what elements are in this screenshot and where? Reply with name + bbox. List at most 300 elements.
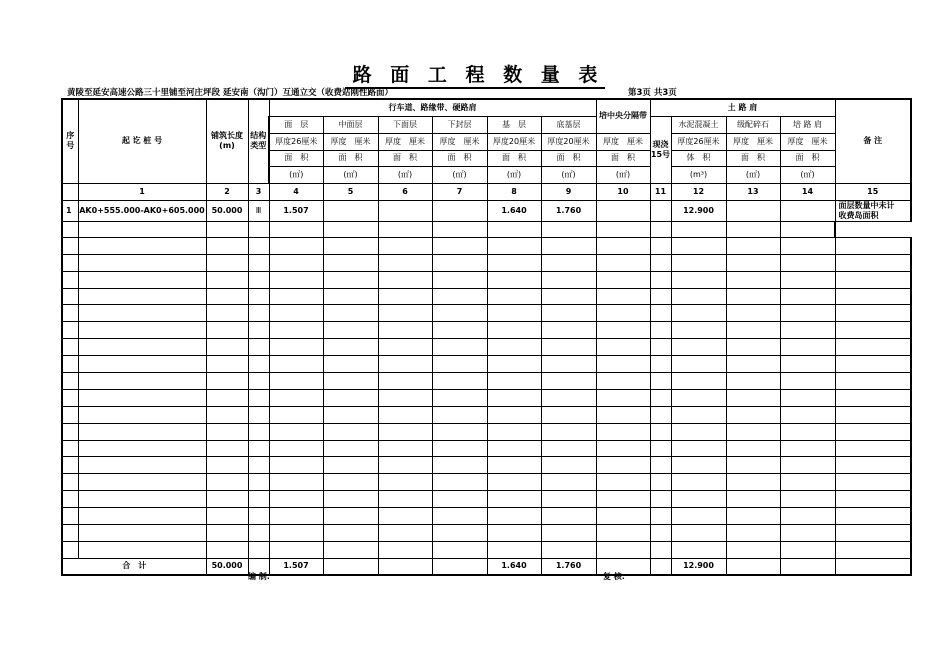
empty-cell	[432, 507, 487, 524]
empty-cell	[671, 507, 726, 524]
empty-cell	[206, 389, 248, 406]
empty-cell	[62, 440, 78, 456]
table-row	[62, 288, 911, 304]
empty-cell	[780, 473, 835, 490]
empty-cell	[835, 524, 911, 541]
empty-cell	[378, 507, 432, 524]
colnum-15: 15	[835, 183, 911, 200]
empty-cell	[323, 288, 378, 304]
empty-cell	[248, 338, 269, 355]
empty-cell	[780, 490, 835, 507]
empty-cell	[596, 423, 650, 440]
empty-cell	[671, 304, 726, 321]
empty-cell	[596, 524, 650, 541]
measure-c10: 面 积	[596, 150, 650, 166]
empty-cell	[206, 288, 248, 304]
empty-cell	[248, 271, 269, 288]
empty-cell	[780, 237, 835, 254]
empty-cell	[323, 456, 378, 473]
empty-cell	[650, 389, 671, 406]
empty-cell	[432, 541, 487, 558]
page-info: 第3页 共3页	[628, 88, 677, 98]
header-length: 铺筑长度(m)	[206, 99, 248, 183]
empty-cell	[726, 423, 780, 440]
empty-cell	[269, 271, 323, 288]
empty-cell	[780, 423, 835, 440]
header-group-shoulder: 土 路 肩	[650, 99, 835, 116]
empty-cell	[206, 423, 248, 440]
colnum-7: 7	[432, 183, 487, 200]
empty-cell	[541, 541, 596, 558]
empty-cell	[206, 440, 248, 456]
row1-c14	[780, 200, 835, 221]
empty-cell	[650, 237, 671, 254]
empty-cell	[78, 524, 206, 541]
row1-c5	[323, 200, 378, 221]
empty-cell	[541, 338, 596, 355]
unit-c12: (m³)	[671, 166, 726, 183]
empty-cell	[780, 389, 835, 406]
empty-cell	[726, 355, 780, 372]
empty-cell	[835, 271, 911, 288]
empty-cell	[650, 288, 671, 304]
layer-subbase: 底基层	[541, 116, 596, 133]
empty-cell	[671, 372, 726, 389]
empty-cell	[269, 389, 323, 406]
empty-cell	[62, 304, 78, 321]
empty-cell	[62, 355, 78, 372]
empty-cell	[487, 304, 541, 321]
table-row	[62, 423, 911, 440]
measure-c8: 面 积	[487, 150, 541, 166]
table-row	[62, 440, 911, 456]
layer-surface: 面 层	[269, 116, 323, 133]
empty-cell	[206, 524, 248, 541]
empty-cell	[596, 490, 650, 507]
empty-cell	[269, 524, 323, 541]
empty-cell	[248, 221, 269, 237]
empty-cell	[726, 490, 780, 507]
empty-cell	[269, 288, 323, 304]
empty-cell	[378, 456, 432, 473]
measure-c12: 体 积	[671, 150, 726, 166]
empty-cell	[206, 372, 248, 389]
header-remarks: 备 注	[835, 99, 911, 183]
empty-cell	[269, 456, 323, 473]
empty-cell	[835, 490, 911, 507]
remark-line-2: 收费岛面积	[838, 210, 879, 220]
empty-cell	[78, 254, 206, 271]
empty-cell	[269, 406, 323, 423]
unit-c4: (㎡)	[269, 166, 323, 183]
empty-cell	[62, 406, 78, 423]
empty-cell	[78, 288, 206, 304]
empty-cell	[269, 338, 323, 355]
empty-cell	[432, 473, 487, 490]
row1-station: AK0+555.000-AK0+605.000	[78, 200, 206, 221]
header-struct: 结构类型	[248, 99, 269, 183]
thickness-c13: 厚度 厘米	[726, 133, 780, 150]
table-row	[62, 389, 911, 406]
empty-cell	[780, 221, 835, 237]
thickness-c14: 厚度 厘米	[780, 133, 835, 150]
empty-cell	[248, 321, 269, 338]
empty-cell	[726, 507, 780, 524]
empty-cell	[596, 288, 650, 304]
empty-cell	[726, 304, 780, 321]
empty-cell	[780, 456, 835, 473]
empty-cell	[726, 288, 780, 304]
empty-cell	[541, 321, 596, 338]
empty-cell	[780, 304, 835, 321]
empty-cell	[323, 490, 378, 507]
empty-cell	[78, 355, 206, 372]
empty-cell	[248, 304, 269, 321]
colnum-6: 6	[378, 183, 432, 200]
project-subtitle: 黄陵至延安高速公路三十里铺至河庄坪段 延安南（沟门）互通立交（收费站刚性路面）	[67, 88, 393, 98]
colnum-2: 2	[206, 183, 248, 200]
empty-cell	[726, 406, 780, 423]
empty-cell	[269, 372, 323, 389]
row1-c8: 1.640	[487, 200, 541, 221]
table-row	[62, 372, 911, 389]
empty-cell	[835, 406, 911, 423]
empty-cell	[269, 237, 323, 254]
unit-c9: (㎡)	[541, 166, 596, 183]
empty-cell	[780, 507, 835, 524]
total-c8: 1.640	[487, 558, 541, 575]
empty-cell	[269, 507, 323, 524]
reviewed-by-label: 复 核:	[603, 572, 625, 581]
empty-cell	[248, 254, 269, 271]
unit-c14: (㎡)	[780, 166, 835, 183]
empty-cell	[323, 524, 378, 541]
row1-c11	[650, 200, 671, 221]
empty-cell	[378, 541, 432, 558]
table-row	[62, 541, 911, 558]
empty-cell	[323, 221, 378, 237]
row1-c9: 1.760	[541, 200, 596, 221]
empty-cell	[206, 473, 248, 490]
empty-cell	[269, 440, 323, 456]
empty-cell	[650, 507, 671, 524]
empty-cell	[206, 406, 248, 423]
empty-cell	[541, 389, 596, 406]
thickness-c8: 厚度20厘米	[487, 133, 541, 150]
empty-cell	[269, 541, 323, 558]
thickness-c6: 厚度 厘米	[378, 133, 432, 150]
empty-cell	[378, 423, 432, 440]
empty-cell	[432, 490, 487, 507]
empty-cell	[650, 338, 671, 355]
total-label: 合 计	[62, 558, 206, 575]
empty-cell	[248, 490, 269, 507]
empty-cell	[432, 389, 487, 406]
empty-cell	[378, 338, 432, 355]
empty-cell	[835, 372, 911, 389]
empty-cell	[206, 254, 248, 271]
empty-cell	[269, 473, 323, 490]
empty-cell	[726, 321, 780, 338]
table-row	[62, 406, 911, 423]
empty-cell	[432, 423, 487, 440]
empty-cell	[541, 456, 596, 473]
colnum-8: 8	[487, 183, 541, 200]
empty-cell	[62, 221, 78, 237]
empty-cell	[78, 507, 206, 524]
empty-cell	[671, 355, 726, 372]
unit-c5: (㎡)	[323, 166, 378, 183]
empty-cell	[269, 254, 323, 271]
empty-cell	[206, 321, 248, 338]
measure-c5: 面 积	[323, 150, 378, 166]
empty-cell	[248, 473, 269, 490]
total-c4: 1.507	[269, 558, 323, 575]
empty-cell	[650, 221, 671, 237]
empty-cell	[378, 406, 432, 423]
empty-cell	[780, 440, 835, 456]
empty-cell	[780, 254, 835, 271]
empty-cell	[487, 541, 541, 558]
empty-cell	[835, 304, 911, 321]
measure-c13: 面 积	[726, 150, 780, 166]
empty-cell	[432, 440, 487, 456]
empty-cell	[432, 288, 487, 304]
empty-cell	[596, 507, 650, 524]
header-station: 起 讫 桩 号	[78, 99, 206, 183]
empty-cell	[671, 423, 726, 440]
empty-cell	[726, 473, 780, 490]
empty-cell	[835, 541, 911, 558]
row1-remark	[835, 200, 911, 221]
empty-cell	[62, 254, 78, 271]
empty-cell	[541, 237, 596, 254]
empty-cell	[835, 338, 911, 355]
layer-lower: 下面层	[378, 116, 432, 133]
empty-cell	[78, 440, 206, 456]
empty-cell	[432, 304, 487, 321]
empty-cell	[378, 440, 432, 456]
empty-cell	[323, 389, 378, 406]
empty-cell	[78, 237, 206, 254]
empty-cell	[726, 221, 780, 237]
empty-cell	[487, 355, 541, 372]
thickness-c12: 厚度26厘米	[671, 133, 726, 150]
empty-cell	[78, 423, 206, 440]
empty-cell	[378, 237, 432, 254]
empty-cell	[206, 237, 248, 254]
empty-cell	[206, 490, 248, 507]
empty-cell	[432, 372, 487, 389]
empty-cell	[323, 440, 378, 456]
row1-c6	[378, 200, 432, 221]
empty-cell	[541, 355, 596, 372]
empty-cell	[62, 372, 78, 389]
table-row	[62, 355, 911, 372]
total-c6	[378, 558, 432, 575]
empty-cell	[62, 473, 78, 490]
empty-cell	[671, 440, 726, 456]
empty-cell	[487, 372, 541, 389]
measure-c6: 面 积	[378, 150, 432, 166]
empty-cell	[432, 221, 487, 237]
empty-cell	[487, 507, 541, 524]
thickness-c7: 厚度 厘米	[432, 133, 487, 150]
empty-cell	[596, 473, 650, 490]
empty-cell	[596, 321, 650, 338]
empty-cell	[269, 355, 323, 372]
empty-cell	[596, 338, 650, 355]
remark-line-1: 面层数量中未计	[838, 200, 895, 210]
empty-cell	[432, 271, 487, 288]
quantity-table	[61, 98, 912, 576]
table-row	[62, 456, 911, 473]
header-group-median: 培中央分隔带	[596, 99, 650, 133]
measure-c4: 面 积	[269, 150, 323, 166]
empty-cell	[432, 524, 487, 541]
empty-cell	[596, 271, 650, 288]
empty-cell	[378, 490, 432, 507]
table-row	[62, 507, 911, 524]
empty-cell	[487, 254, 541, 271]
empty-cell	[671, 406, 726, 423]
empty-cell	[780, 321, 835, 338]
empty-cell	[835, 440, 911, 456]
empty-cell	[671, 490, 726, 507]
unit-c8: (㎡)	[487, 166, 541, 183]
empty-cell	[596, 541, 650, 558]
empty-cell	[323, 321, 378, 338]
empty-cell	[323, 406, 378, 423]
empty-cell	[248, 389, 269, 406]
row1-c10	[596, 200, 650, 221]
empty-cell	[541, 490, 596, 507]
empty-cell	[378, 524, 432, 541]
measure-c9: 面 积	[541, 150, 596, 166]
empty-cell	[78, 541, 206, 558]
layer-gravel: 级配碎石	[726, 116, 780, 133]
empty-cell	[726, 541, 780, 558]
total-c7	[432, 558, 487, 575]
empty-cell	[78, 490, 206, 507]
empty-cell	[835, 288, 911, 304]
measure-c7: 面 积	[432, 150, 487, 166]
empty-cell	[62, 423, 78, 440]
empty-cell	[541, 406, 596, 423]
empty-cell	[726, 440, 780, 456]
empty-cell	[323, 473, 378, 490]
empty-cell	[62, 507, 78, 524]
empty-cell	[541, 372, 596, 389]
empty-cell	[487, 423, 541, 440]
empty-cell	[487, 271, 541, 288]
total-c11	[650, 558, 671, 575]
empty-cell	[541, 423, 596, 440]
empty-cell	[487, 221, 541, 237]
empty-cell	[487, 490, 541, 507]
table-row	[62, 237, 911, 254]
colnum-9: 9	[541, 183, 596, 200]
empty-cell	[596, 355, 650, 372]
empty-cell	[248, 406, 269, 423]
empty-cell	[78, 389, 206, 406]
empty-cell	[835, 321, 911, 338]
empty-cell	[541, 304, 596, 321]
empty-cell	[206, 507, 248, 524]
empty-cell	[541, 440, 596, 456]
empty-cell	[780, 338, 835, 355]
empty-cell	[206, 271, 248, 288]
column-number-row	[62, 183, 911, 200]
empty-cell	[487, 406, 541, 423]
empty-cell	[487, 389, 541, 406]
empty-cell	[835, 507, 911, 524]
empty-cell	[323, 237, 378, 254]
empty-cell	[650, 254, 671, 271]
empty-cell	[780, 524, 835, 541]
empty-cell	[432, 456, 487, 473]
empty-cell	[62, 288, 78, 304]
total-c5	[323, 558, 378, 575]
empty-cell	[596, 440, 650, 456]
empty-cell	[780, 406, 835, 423]
row1-length: 50.000	[206, 200, 248, 221]
empty-cell	[248, 507, 269, 524]
empty-cell	[248, 440, 269, 456]
empty-cell	[378, 355, 432, 372]
colnum-11: 11	[650, 183, 671, 200]
empty-cell	[596, 456, 650, 473]
empty-cell	[78, 456, 206, 473]
empty-cell	[248, 288, 269, 304]
empty-cell	[323, 423, 378, 440]
empty-cell	[671, 389, 726, 406]
empty-cell	[650, 271, 671, 288]
empty-cell	[206, 355, 248, 372]
empty-cell	[671, 254, 726, 271]
empty-cell	[269, 304, 323, 321]
colnum-12: 12	[671, 183, 726, 200]
empty-cell	[650, 473, 671, 490]
layer-seal: 下封层	[432, 116, 487, 133]
empty-cell	[432, 321, 487, 338]
empty-cell	[323, 271, 378, 288]
empty-cell	[62, 338, 78, 355]
unit-c10: (㎡)	[596, 166, 650, 183]
empty-cell	[248, 372, 269, 389]
empty-cell	[432, 355, 487, 372]
empty-cell	[671, 221, 726, 237]
empty-cell	[541, 221, 596, 237]
header-seq: 序号	[62, 99, 78, 183]
total-row	[62, 558, 911, 575]
empty-cell	[541, 507, 596, 524]
header-cast-no: 现浇15号	[650, 116, 671, 183]
empty-cell	[269, 423, 323, 440]
empty-cell	[596, 372, 650, 389]
empty-cell	[726, 237, 780, 254]
table-row	[62, 254, 911, 271]
empty-cell	[269, 221, 323, 237]
empty-cell	[726, 254, 780, 271]
empty-cell	[671, 473, 726, 490]
empty-cell	[248, 456, 269, 473]
empty-cell	[323, 304, 378, 321]
total-c12: 12.900	[671, 558, 726, 575]
layer-cement: 水泥混凝土	[671, 116, 726, 133]
unit-c13: (㎡)	[726, 166, 780, 183]
empty-cell	[323, 507, 378, 524]
